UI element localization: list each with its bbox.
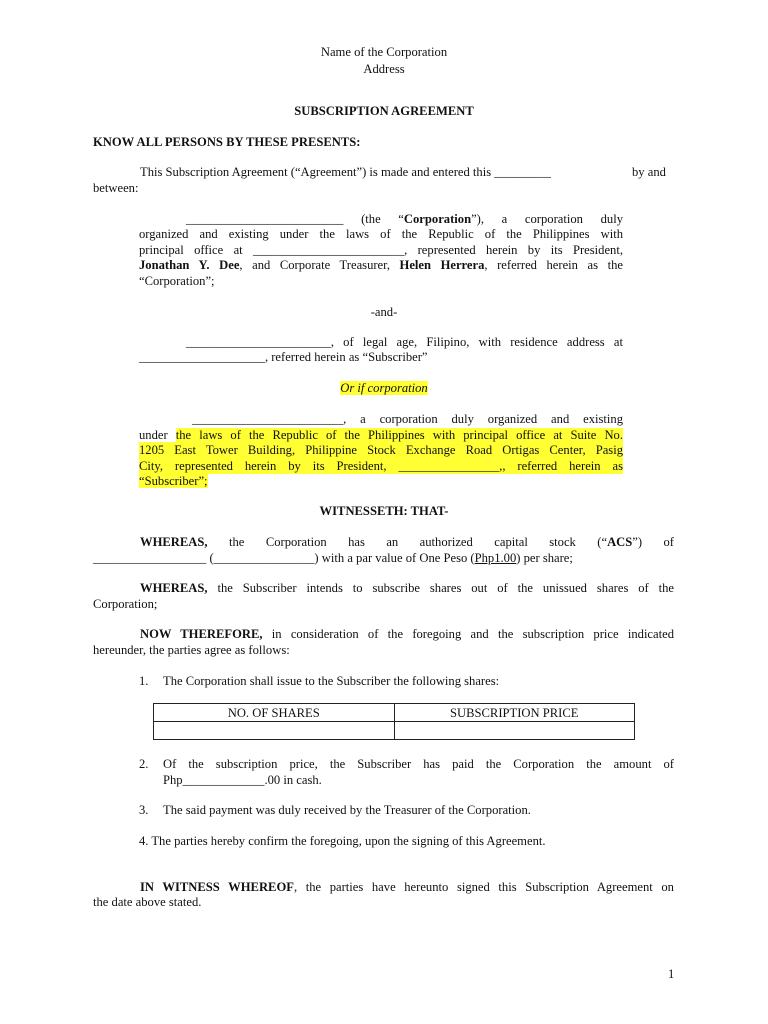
cell-no-of-shares xyxy=(154,722,395,740)
whereas1-line-1: WHEREAS, the Corporation has an authorized capital stock (“ACS”) of xyxy=(140,535,674,549)
table-header-row xyxy=(154,704,635,722)
item-2-line-1: Of the subscription price, the Subscriber has paid the Corporation the amount of xyxy=(163,757,674,771)
whereas2-line-1: WHEREAS, the Subscriber intends to subscribe shares out of the unissued shares of the xyxy=(140,581,675,595)
cell-subscription-price xyxy=(394,722,635,740)
and-separator: -and- xyxy=(370,305,398,319)
intro-line-1-end: by and xyxy=(632,165,666,179)
party3-line-2: under the laws of the Republic of the Philippines with principal office at Suite No. xyxy=(139,428,623,442)
corporation-name: Name of the Corporation xyxy=(320,45,448,59)
document-title: SUBSCRIPTION AGREEMENT xyxy=(294,104,474,118)
party3-line-1: ________________________, a corporation duly organized and existing xyxy=(192,412,623,426)
witness-line-1: IN WITNESS WHEREOF, the parties have hereunto signed this Subscription Agreement on xyxy=(140,880,674,894)
party2-line-2: ____________________, referred herein as “Subscriber” xyxy=(139,350,428,364)
know-all-heading: KNOW ALL PERSONS BY THESE PRESENTS: xyxy=(93,135,361,149)
party3-line-3: 1205 East Tower Building, Philippine Stock Exchange Road Ortigas Center, Pasig xyxy=(139,443,623,457)
whereas1-line-2: __________________ (________________) with a par value of One Peso (Php1.00) per share; xyxy=(93,551,573,565)
witness-line-2: the date above stated. xyxy=(93,895,202,909)
party3-line-4: City, represented herein by its President, ________________,, referred herein as xyxy=(139,459,623,473)
header-subscription-price: SUBSCRIPTION PRICE xyxy=(394,704,635,722)
party1-line-1: _________________________ (the “Corporation”), a corporation duly xyxy=(186,212,623,226)
party1-line-5: “Corporation”; xyxy=(139,274,215,288)
item-1-text: The Corporation shall issue to the Subscriber the following shares: xyxy=(163,674,500,688)
item-2-number: 2. xyxy=(139,757,149,771)
or-if-corporation: Or if corporation xyxy=(340,381,428,395)
whereas2-line-2: Corporation; xyxy=(93,597,158,611)
item-3-text: The said payment was duly received by the Treasurer of the Corporation. xyxy=(163,803,531,817)
item-2-line-2: Php_____________.00 in cash. xyxy=(163,773,322,787)
party1-line-2: organized and existing under the laws of the Republic of the Philippines with xyxy=(139,227,623,241)
shares-table xyxy=(153,703,635,740)
item-4-text: 4. The parties hereby confirm the foregoing, upon the signing of this Agreement. xyxy=(139,834,546,848)
party3-line-5: “Subscriber”; xyxy=(139,474,208,488)
item-3-number: 3. xyxy=(139,803,149,817)
witnesseth-heading: WITNESSETH: THAT- xyxy=(319,504,449,518)
page-number: 1 xyxy=(668,967,675,981)
item-1-number: 1. xyxy=(139,674,149,688)
intro-line-1: This Subscription Agreement (“Agreement”) is made and entered this _________ xyxy=(140,165,551,179)
now-therefore-line-1: NOW THEREFORE, in consideration of the foregoing and the subscription price indicated xyxy=(140,627,675,641)
corporation-address: Address xyxy=(363,62,405,76)
party2-line-1: _______________________, of legal age, Filipino, with residence address at xyxy=(186,335,623,349)
header-no-of-shares: NO. OF SHARES xyxy=(154,704,395,722)
intro-line-2: between: xyxy=(93,181,139,195)
now-therefore-line-2: hereunder, the parties agree as follows: xyxy=(93,643,290,657)
party1-line-4: Jonathan Y. Dee, and Corporate Treasurer, Helen Herrera, referred herein as the xyxy=(139,258,623,272)
table-row xyxy=(154,722,635,740)
party1-line-3: principal office at ________________________, represented herein by its President, xyxy=(139,243,623,257)
